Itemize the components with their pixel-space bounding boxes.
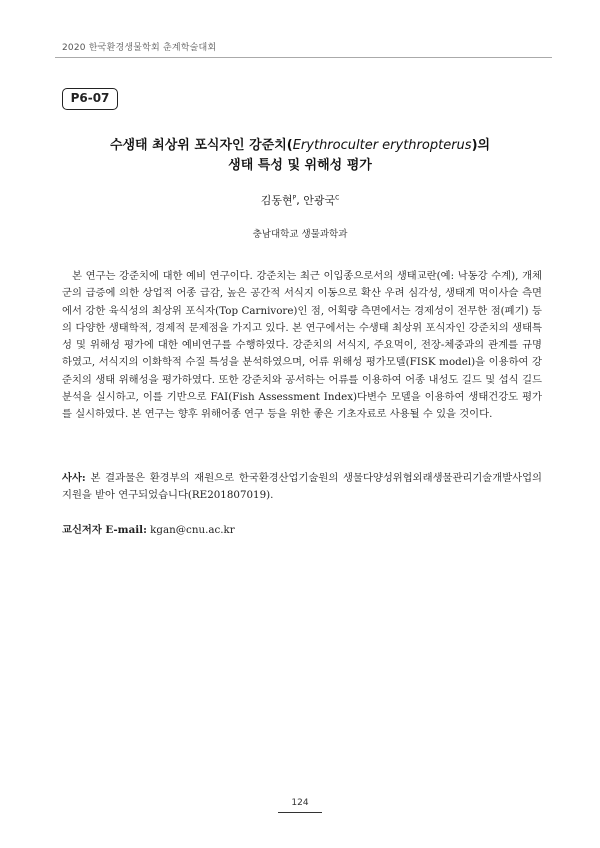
- paper-title: [60, 136, 540, 176]
- running-header: 2020 한국환경생물학회 춘계학술대회: [62, 43, 217, 53]
- correspondence-email: kgan@cnu.ac.kr: [146, 524, 235, 536]
- title-prefix: 수생태 최상위 포식자인 강준치(: [109, 138, 293, 153]
- acknowledgment-label: 사사:: [62, 472, 86, 484]
- header-divider: [55, 57, 552, 58]
- acknowledgment-text: 본 결과물은 환경부의 재원으로 한국환경산업기술원의 생물다양성위협외래생물관리기술개발사업의 지원을 받아 연구되었습니다(RE201807019).: [62, 472, 542, 502]
- acknowledgment: [62, 470, 542, 505]
- author-name: 안광국: [303, 194, 336, 207]
- author-separator: ,: [296, 194, 304, 207]
- title-suffix: )의: [471, 138, 491, 153]
- author-mark: C: [335, 194, 340, 202]
- correspondence-label: 교신저자 E-mail:: [62, 524, 147, 536]
- correspondence: [62, 521, 542, 536]
- page-number-underline: [278, 812, 322, 813]
- title-line-1: [60, 136, 540, 156]
- title-line-2: 생태 특성 및 위해성 평가: [228, 158, 372, 173]
- title-species: Erythroculter erythropterus: [292, 138, 472, 153]
- abstract-body: 본 연구는 강준치에 대한 예비 연구이다. 강준치는 최근 이입종으로서의 생태교란(예: 낙동강 수계), 개체군의 급증에 의한 상업적 어종 급감, 높은 공간적 서식지 이동으로 확산 우려 심각성, 생태계 먹이사슬 측면에서 강한 육식성의 최상위 포식자(Top Carnivore)인 점, 어획량 측면에서는 경제성이 전무한 점(폐기) 등의 다양한 생태학적, 경제적 문제점을 가지고 있다. 본 연구에서는 수생태 최상위 포식자인 강준치의 생태특성 및 위해성 평가에 대한 예비연구를 수행하였다. 강준치의 서식지, 주요먹이, 전장-체중과의 관계를 규명하였고, 서식지의 이화학적 수질 특성을 분석하였으며, 어류 위해성 평가모델(FISK model)을 이용하여 강준치의 생태 위해성을 평가하였다. 또한 강준치와 공서하는 어류를 이용하여 어종 내성도 길드 및 섭식 길드 분석을 실시하고, 이를 기반으로 FAI(Fish Assessment Index)다변수 모델을 이용하여 생태건강도 평가를 실시하였다. 본 연구는 향후 위해어종 연구 등을 위한 좋은 기초자료로 사용될 수 있을 것이다.: [62, 270, 542, 421]
- author-list: [60, 192, 540, 208]
- author-name: 김동현: [260, 194, 293, 207]
- page-number: 124: [291, 798, 309, 808]
- poster-id-badge: P6-07: [62, 88, 118, 110]
- affiliation: 충남대학교 생물과학과: [252, 229, 348, 240]
- author-mark: P: [292, 194, 297, 202]
